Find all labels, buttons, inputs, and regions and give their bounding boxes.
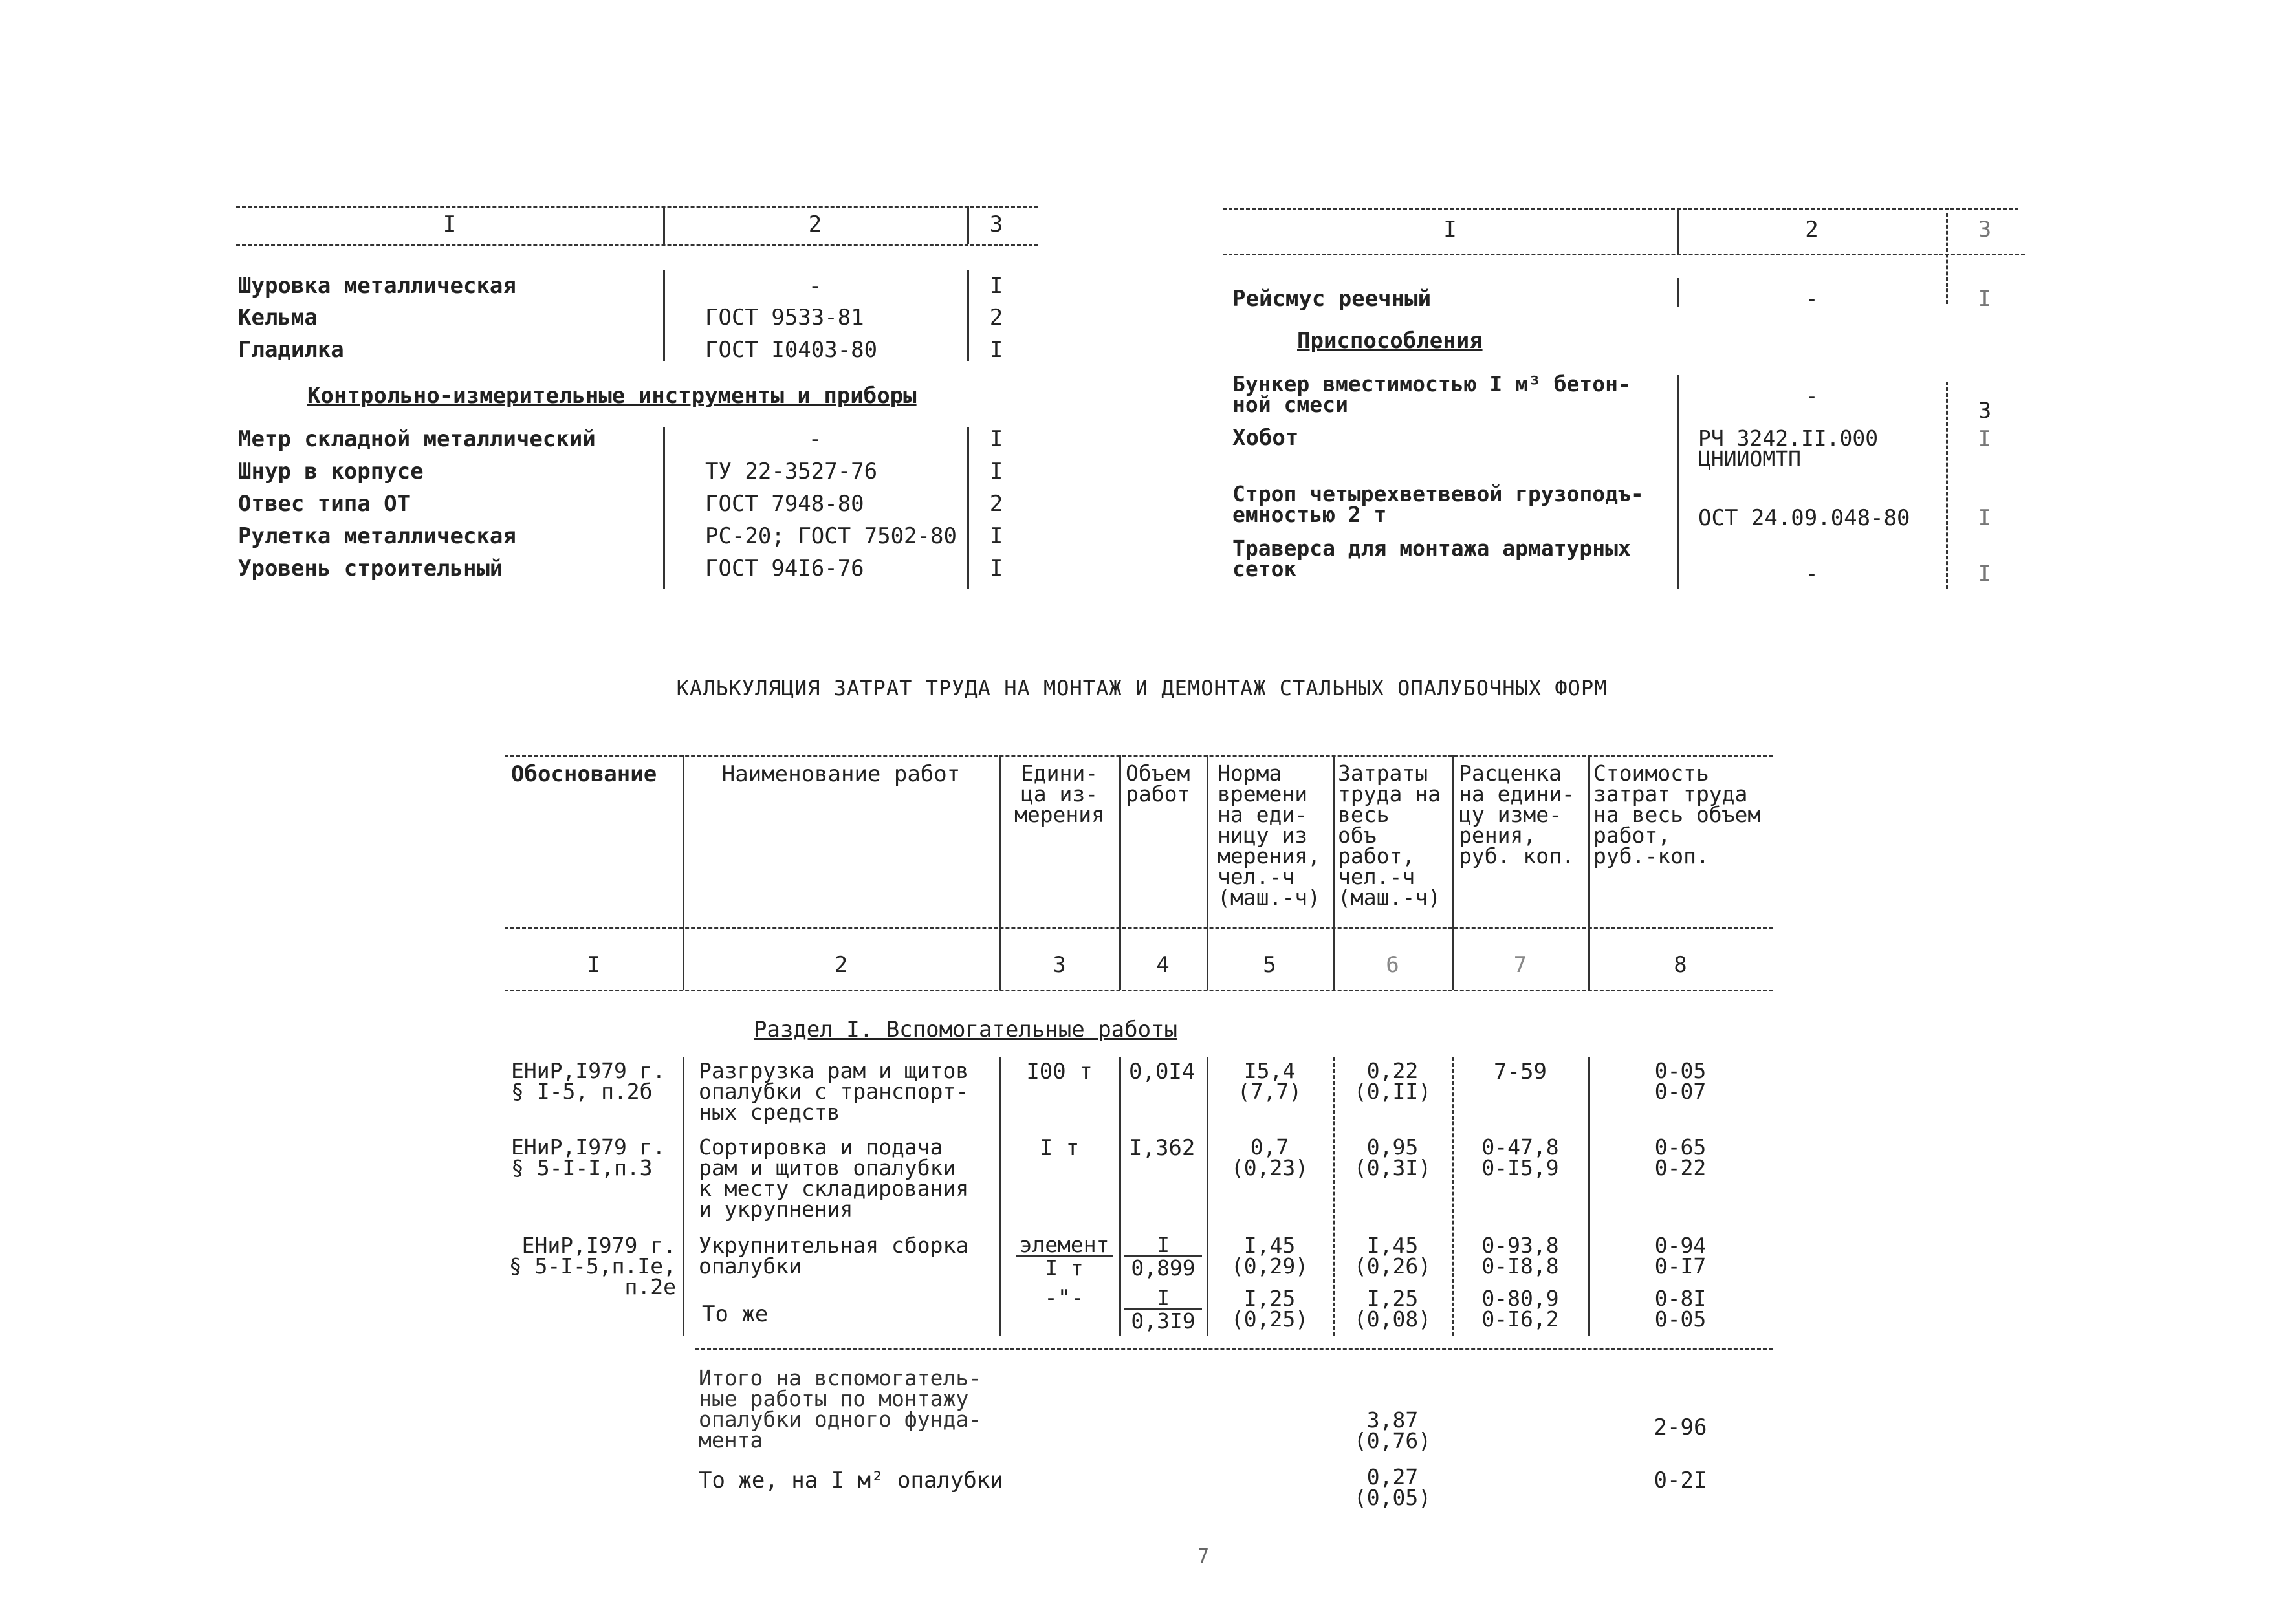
right-table-header-rule	[1223, 254, 2025, 255]
volume-numerator: I	[1124, 1287, 1202, 1310]
row-labor: 0,95 (0,3I)	[1353, 1134, 1432, 1180]
row-cost: 0-94 0-I7	[1654, 1233, 1707, 1279]
list-item-doc: ГОСТ I0403-80	[705, 337, 878, 363]
list-item-doc: -	[1805, 561, 1819, 587]
col-number: 8	[1674, 952, 1687, 978]
list-item-name: Хобот	[1232, 425, 1299, 451]
col-header-basis: Обоснование	[511, 761, 657, 787]
row-cost: 0-8I 0-05	[1654, 1286, 1707, 1332]
list-item-name: Строп четырехветвевой грузоподъ- емностью 2 т	[1232, 481, 1644, 527]
unit-denominator: I т	[1045, 1255, 1084, 1281]
list-item-name: Гладилка	[238, 337, 344, 363]
list-item-name: Уровень строительный	[238, 556, 503, 581]
page-number: 7	[1197, 1545, 1210, 1568]
col-number: 6	[1386, 952, 1399, 978]
right-col-header-2: 2	[1805, 217, 1819, 243]
list-item-qty: 3	[1978, 398, 1992, 424]
row-volume-fraction	[1124, 1234, 1202, 1279]
list-item-name: Рейсмус реечный	[1232, 286, 1432, 312]
list-item-qty: I	[989, 459, 1003, 484]
right-table-top-rule	[1223, 208, 2018, 210]
list-item-qty: I	[989, 273, 1003, 299]
row-basis: ЕНиР,I979 г. § 5-I-5,п.Iе, п.2е	[508, 1233, 676, 1299]
list-item-doc: -	[1805, 286, 1819, 312]
calc-numbers-rule	[505, 990, 1773, 991]
col-number: 4	[1156, 952, 1170, 978]
col-number: 5	[1263, 952, 1276, 978]
left-table-top-rule	[236, 206, 1038, 208]
list-item-name: Отвес типа ОТ	[238, 491, 411, 517]
row-unit: I т	[1039, 1135, 1080, 1161]
volume-numerator: I	[1124, 1234, 1202, 1257]
list-item-qty: I	[1978, 561, 1992, 587]
left-col-header-2: 2	[808, 211, 822, 237]
list-item-name: Рулетка металлическая	[238, 523, 516, 549]
row-norm: I,25 (0,25)	[1230, 1286, 1309, 1332]
list-item-doc: -	[1805, 384, 1819, 409]
row-basis: ЕНиР,I979 г. § 5-I-I,п.3	[511, 1134, 666, 1180]
row-unit: I00 т	[1026, 1059, 1093, 1085]
list-item-doc: -	[808, 426, 822, 452]
row-rate: 7-59	[1494, 1059, 1547, 1085]
list-item-qty: I	[989, 337, 1003, 363]
unit-numerator: элемент	[1016, 1234, 1113, 1257]
list-item-qty: I	[1978, 286, 1992, 312]
col-divider	[999, 1057, 1001, 1336]
row-cost: 0-05 0-07	[1654, 1058, 1707, 1104]
row-basis: ЕНиР,I979 г. § I-5, п.2б	[511, 1058, 666, 1104]
row-volume: 0,0I4	[1129, 1059, 1196, 1085]
list-item-qty: I	[1978, 426, 1992, 452]
col-header-volume: Объем работ	[1126, 761, 1190, 807]
row-unit: -"-	[1044, 1285, 1084, 1311]
list-item-doc: ОСТ 24.09.048-80	[1698, 505, 1910, 531]
col-divider	[683, 1057, 684, 1336]
total-labor: 3,87 (0,76)	[1353, 1407, 1432, 1453]
col-header-norm: Норма времени на еди- ницу из мерения, чел.-ч (маш.-ч)	[1218, 761, 1320, 910]
row-cost: 0-65 0-22	[1654, 1134, 1707, 1180]
right-col-header-1: I	[1443, 217, 1457, 243]
list-item-doc: ГОСТ 7948-80	[705, 491, 864, 517]
section-title: Контрольно-измерительные инструменты и приборы	[307, 383, 917, 409]
row-labor: 0,22 (0,II)	[1353, 1058, 1432, 1104]
calc-top-rule	[505, 755, 1773, 757]
col-number: I	[587, 952, 600, 978]
list-item-qty: 2	[989, 491, 1003, 517]
list-item-doc: РЧ 3242.II.000 ЦНИИОМТП	[1698, 426, 1879, 471]
section-title: Приспособления	[1297, 328, 1483, 354]
list-item-doc: ГОСТ 94I6-76	[705, 556, 864, 581]
list-item-name: Шнур в корпусе	[238, 459, 424, 484]
row-unit-fraction	[1016, 1234, 1113, 1279]
left-col-header-3: 3	[989, 211, 1003, 237]
list-item-doc: -	[808, 273, 822, 299]
col-header-cost: Стоимость затрат труда на весь объем работ, руб.-коп.	[1593, 761, 1761, 869]
left-table-divider	[663, 427, 665, 589]
per-m2-cost: 0-2I	[1654, 1467, 1707, 1493]
row-rate: 0-80,9 0-I6,2	[1481, 1286, 1559, 1332]
list-item-qty: I	[1978, 505, 1992, 531]
col-header-labor: Затраты труда на весь объ работ, чел.-ч (маш.-ч)	[1338, 761, 1441, 910]
row-name: Укрупнительная сборка опалубки	[699, 1233, 969, 1279]
list-item-qty: I	[989, 426, 1003, 452]
total-label: Итого на вспомогатель- ные работы по монтажу опалубки одного фунда- мента	[699, 1365, 982, 1453]
volume-denominator: 0,899	[1131, 1255, 1196, 1281]
list-item-doc: ТУ 22-3527-76	[705, 459, 878, 484]
per-m2-labor: 0,27 (0,05)	[1353, 1464, 1432, 1510]
list-item-qty: 2	[989, 305, 1003, 330]
volume-denominator: 0,3I9	[1131, 1308, 1196, 1334]
row-name: Разгрузка рам и щитов опалубки с транспорт- ных средств	[699, 1058, 969, 1125]
section-title: Раздел I. Вспомогательные работы	[754, 1017, 1178, 1043]
total-cost: 2-96	[1654, 1414, 1707, 1440]
row-name: Сортировка и подача рам и щитов опалубки к месту складирования и укрупнения	[699, 1134, 969, 1222]
row-rate: 0-93,8 0-I8,8	[1481, 1233, 1559, 1279]
list-item-name: Шуровка металлическая	[238, 273, 516, 299]
col-number: 3	[1053, 952, 1066, 978]
list-item-doc: РС-20; ГОСТ 7502-80	[705, 523, 957, 549]
left-table-header-rule	[236, 244, 1038, 246]
row-volume: I,362	[1129, 1135, 1196, 1161]
calc-bottom-rule	[695, 1348, 1773, 1350]
row-labor: I,45 (0,26)	[1353, 1233, 1432, 1279]
right-col-header-3: 3	[1978, 217, 1992, 243]
calc-header-rule	[505, 927, 1773, 929]
list-item-name: Бункер вместимостью I м³ бетон- ной смеси	[1232, 371, 1631, 417]
row-volume-fraction	[1124, 1287, 1202, 1332]
col-header-unit: Едини- ца из- мерения	[1014, 761, 1105, 827]
list-item-qty: I	[989, 523, 1003, 549]
list-item-doc: ГОСТ 9533-81	[705, 305, 864, 330]
row-norm: I,45 (0,29)	[1230, 1233, 1309, 1279]
list-item-name: Кельма	[238, 305, 318, 330]
list-item-qty: I	[989, 556, 1003, 581]
row-norm: I5,4 (7,7)	[1237, 1058, 1302, 1104]
list-item-name: Траверса для монтажа арматурных сеток	[1232, 536, 1631, 581]
col-header-rate: Расценка на едини- цу изме- рения, руб. коп.	[1459, 761, 1575, 869]
row-norm: 0,7 (0,23)	[1230, 1134, 1309, 1180]
col-divider	[1119, 1057, 1121, 1336]
row-rate: 0-47,8 0-I5,9	[1481, 1134, 1559, 1180]
row-name: То же	[702, 1301, 769, 1327]
left-col-header-1: I	[442, 211, 457, 237]
col-number: 7	[1513, 952, 1527, 978]
per-m2-label: То же, на I м² опалубки	[699, 1467, 1003, 1493]
col-header-name: Наименование работ	[721, 761, 961, 787]
calc-title: КАЛЬКУЛЯЦИЯ ЗАТРАТ ТРУДА НА МОНТАЖ И ДЕМОНТАЖ СТАЛЬНЫХ ОПАЛУБОЧНЫХ ФОРМ	[676, 676, 1608, 700]
list-item-name: Метр складной металлический	[238, 426, 596, 452]
row-labor: I,25 (0,08)	[1353, 1286, 1432, 1332]
col-number: 2	[834, 952, 848, 978]
